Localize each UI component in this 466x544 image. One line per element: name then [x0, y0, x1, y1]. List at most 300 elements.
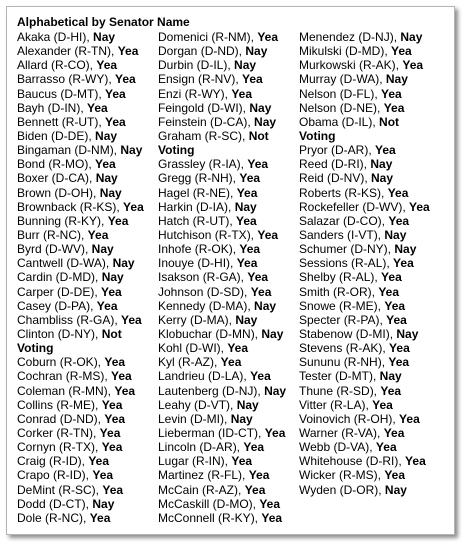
senator-name: Tester (D-MT), — [299, 369, 377, 384]
senator-entry — [158, 327, 299, 341]
senator-name: Dorgan (D-ND), — [158, 44, 243, 59]
senator-vote: Yea — [115, 72, 136, 87]
senator-vote: Yea — [236, 256, 258, 271]
senator-name: Vitter (R-LA), — [299, 397, 369, 412]
senator-vote: Yea — [101, 440, 123, 455]
senator-vote: Yea — [96, 298, 118, 313]
senator-vote: Yea — [87, 227, 109, 242]
not-voting-label — [158, 143, 299, 157]
senator-entry — [17, 200, 157, 214]
senator-entry — [158, 186, 299, 200]
senator-vote: Nay — [384, 227, 407, 242]
column-3 — [299, 30, 451, 497]
senator-entry — [299, 299, 451, 313]
senator-vote: Nay — [234, 199, 257, 214]
senator-name: Sununu (R-NH), — [299, 355, 386, 370]
senator-vote: Yea — [231, 86, 253, 101]
senator-entry — [17, 143, 157, 157]
senator-name: Biden (D-DE), — [17, 128, 92, 143]
senator-name: Bennett (R-UT), — [17, 114, 102, 129]
senator-vote: Yea — [239, 242, 261, 257]
senator-name: Cochran (R-MS), — [17, 369, 108, 384]
senator-name: Levin (D-MI), — [158, 411, 228, 426]
senator-vote: Yea — [236, 185, 258, 200]
senator-name: Baucus (D-MT), — [17, 86, 102, 101]
senator-entry — [299, 468, 451, 482]
senator-vote: Yea — [257, 30, 279, 44]
senator-name: Salazar (D-CO), — [299, 213, 386, 228]
senator-name: Bunning (R-KY), — [17, 213, 105, 228]
senator-entry — [158, 426, 299, 440]
senator-vote: Yea — [383, 100, 405, 115]
senator-vote: Nay — [254, 298, 277, 313]
senator-vote: Yea — [399, 411, 420, 426]
senator-name: Lautenberg (D-NJ), — [158, 383, 261, 398]
senator-entry — [299, 270, 451, 284]
senator-name: Hatch (R-UT), — [158, 213, 233, 228]
senator-name: Coleman (R-MN), — [17, 383, 112, 398]
senator-entry — [158, 299, 299, 313]
list-title: Alphabetical by Senator Name — [17, 15, 190, 29]
senator-name: Nelson (D-NE), — [299, 100, 381, 115]
senator-vote: Nay — [235, 312, 258, 327]
senator-name: Reid (D-NV), — [299, 171, 368, 186]
senator-name: Pryor (D-AR), — [299, 143, 372, 158]
senator-entry — [17, 398, 157, 412]
senator-vote: Yea — [391, 44, 412, 59]
senator-entry — [17, 384, 157, 398]
senator-name: McCaskill (D-MO), — [158, 496, 256, 511]
senator-name: Clinton (D-NY), — [17, 326, 99, 341]
senator-entry — [158, 44, 299, 58]
senator-vote: Yea — [380, 383, 402, 398]
senator-entry — [299, 285, 451, 299]
senator-entry — [299, 341, 451, 355]
senator-name: Murkowski (R-AK), — [299, 58, 400, 73]
senator-name: Thune (R-SD), — [299, 383, 378, 398]
senator-name: Johnson (D-SD), — [158, 284, 248, 299]
senator-entry — [299, 200, 451, 214]
senator-vote: Yea — [89, 510, 111, 525]
senator-name: Collins (R-ME), — [17, 397, 99, 412]
senator-vote: Yea — [227, 341, 249, 356]
senator-entry — [17, 412, 157, 426]
senator-entry — [299, 171, 451, 185]
senator-name: Whitehouse (D-RI), — [299, 454, 402, 469]
senator-vote: Yea — [393, 256, 414, 271]
senator-entry — [17, 44, 157, 58]
senator-vote: Yea — [102, 482, 124, 497]
senator-name: Lugar (R-IN), — [158, 454, 229, 469]
senator-name: Bingaman (D-NM), — [17, 143, 118, 158]
senator-name: Klobuchar (D-MN), — [158, 326, 259, 341]
senator-name: Carper (D-DE), — [17, 284, 98, 299]
senator-vote: Yea — [92, 468, 114, 483]
senator-entry — [299, 369, 451, 383]
senator-entry — [158, 115, 299, 129]
senator-name: Kerry (D-MA), — [158, 312, 232, 327]
senator-name: Gregg (R-NH), — [158, 171, 237, 186]
senator-name: Hutchison (R-TX), — [158, 227, 255, 242]
senator-vote: Yea — [261, 510, 283, 525]
senator-vote: Yea — [239, 171, 261, 186]
senator-vote: Yea — [389, 341, 410, 356]
senator-vote: Yea — [247, 270, 269, 285]
senator-entry — [299, 327, 451, 341]
senator-name: Corker (R-TN), — [17, 425, 97, 440]
senator-entry — [17, 72, 157, 86]
senator-entry — [158, 483, 299, 497]
senator-entry — [158, 398, 299, 412]
senator-vote: Yea — [105, 114, 126, 129]
senator-entry — [299, 214, 451, 228]
senator-entry — [17, 426, 157, 440]
senator-vote: Yea — [386, 312, 407, 327]
senator-entry — [158, 200, 299, 214]
senator-vote: Yea — [388, 355, 410, 370]
senator-name: Dole (R-NC), — [17, 510, 87, 525]
senator-vote: Yea — [388, 213, 410, 228]
senator-name: Martinez (R-FL), — [158, 468, 246, 483]
senator-entry — [17, 369, 157, 383]
column-1 — [17, 30, 157, 525]
senator-name: Specter (R-PA), — [299, 312, 383, 327]
senator-name: Sessions (R-AL), — [299, 256, 390, 271]
senator-vote: Not — [248, 128, 269, 143]
senator-vote: Nay — [95, 171, 118, 186]
senator-vote: Yea — [387, 185, 409, 200]
senator-entry — [158, 58, 299, 72]
senator-vote: Yea — [372, 397, 393, 412]
senator-entry — [17, 58, 157, 72]
senator-entry — [299, 58, 451, 72]
senator-name: Ensign (R-NV), — [158, 72, 239, 87]
senator-entry — [158, 129, 299, 143]
senator-entry — [17, 468, 157, 482]
senator-vote: Nay — [230, 411, 253, 426]
senator-entry — [158, 256, 299, 270]
senator-name: Brown (D-OH), — [17, 185, 97, 200]
not-voting-label — [17, 341, 157, 355]
senator-name: Byrd (D-WV), — [17, 242, 89, 257]
senator-entry — [158, 285, 299, 299]
senator-name: Wyden (D-OR), — [299, 482, 382, 497]
senator-name: Crapo (R-ID), — [17, 468, 90, 483]
senator-name: Webb (D-VA), — [299, 440, 373, 455]
senator-vote: Yea — [111, 369, 132, 384]
column-2 — [158, 30, 299, 525]
senator-name: Feinstein (D-CA), — [158, 114, 251, 129]
senator-entry — [17, 157, 157, 171]
senator-vote: Yea — [236, 213, 257, 228]
senator-vote: Voting — [158, 143, 195, 158]
senator-entry — [17, 270, 157, 284]
senator-entry — [299, 228, 451, 242]
senator-entry — [17, 129, 157, 143]
senator-entry — [158, 101, 299, 115]
senator-name: Wicker (R-MS), — [299, 468, 381, 483]
senator-vote: Nay — [99, 185, 122, 200]
senator-vote: Nay — [379, 369, 402, 384]
senator-name: Reed (D-RI), — [299, 157, 368, 172]
senator-entry — [158, 270, 299, 284]
senator-entry — [158, 242, 299, 256]
senator-vote: Nay — [234, 58, 257, 73]
senator-vote: Yea — [88, 454, 110, 469]
senator-entry — [17, 313, 157, 327]
senator-entry — [17, 511, 157, 525]
senator-name: Kennedy (D-MA), — [158, 298, 251, 313]
senator-name: Schumer (D-NY), — [299, 242, 392, 257]
senator-entry — [158, 454, 299, 468]
senator-vote: Yea — [409, 199, 430, 214]
senator-entry — [17, 171, 157, 185]
senator-vote: Yea — [96, 58, 118, 73]
senator-name: Brownback (R-KS), — [17, 199, 120, 214]
senator-name: Hagel (R-NE), — [158, 185, 234, 200]
senator-entry — [17, 440, 157, 454]
senator-entry — [299, 426, 451, 440]
senator-vote: Yea — [104, 355, 126, 370]
senator-name: Cardin (D-MD), — [17, 270, 99, 285]
senator-name: Roberts (R-KS), — [299, 185, 385, 200]
senator-name: Durbin (D-IL), — [158, 58, 231, 73]
senator-entry — [158, 313, 299, 327]
senator-name: Mikulski (D-MD), — [299, 44, 388, 59]
senator-entry — [299, 313, 451, 327]
senator-entry — [299, 72, 451, 86]
senator-name: Feingold (D-WI), — [158, 100, 247, 115]
senator-vote: Nay — [384, 482, 407, 497]
senator-entry — [158, 30, 299, 44]
senator-vote: Yea — [250, 284, 272, 299]
senator-entry — [158, 412, 299, 426]
senator-entry — [299, 412, 451, 426]
senator-vote: Nay — [112, 256, 135, 271]
senator-vote: Yea — [259, 496, 281, 511]
senator-name: Graham (R-SC), — [158, 128, 246, 143]
senator-entry — [299, 101, 451, 115]
senator-vote: Yea — [220, 355, 242, 370]
senator-vote: Yea — [248, 468, 270, 483]
senator-vote: Not — [379, 114, 400, 129]
senator-name: Kohl (D-WI), — [158, 341, 224, 356]
senator-entry — [299, 355, 451, 369]
senator-name: Leahy (D-VT), — [158, 397, 234, 412]
senator-vote: Nay — [254, 114, 277, 129]
senator-vote: Yea — [99, 425, 121, 440]
senator-vote: Yea — [244, 482, 266, 497]
senator-name: Isakson (R-GA), — [158, 270, 245, 285]
senator-name: Casey (D-PA), — [17, 298, 94, 313]
senator-entry — [158, 468, 299, 482]
senator-vote: Yea — [264, 425, 286, 440]
senator-name: Stabenow (D-MI), — [299, 326, 394, 341]
senator-vote: Yea — [383, 425, 405, 440]
senator-entry — [17, 256, 157, 270]
senator-vote: Nay — [385, 72, 408, 87]
senator-name: Harkin (D-IA), — [158, 199, 232, 214]
senator-vote: Yea — [247, 157, 269, 172]
senator-vote: Nay — [101, 270, 124, 285]
senator-entry — [158, 511, 299, 525]
senator-name: Boxer (D-CA), — [17, 171, 93, 186]
senator-name: Akaka (D-HI), — [17, 30, 90, 44]
senator-name: Sanders (I-VT), — [299, 227, 382, 242]
senator-name: Murray (D-WA), — [299, 72, 383, 87]
senator-vote: Nay — [93, 30, 116, 44]
senator-name: Lieberman (ID-CT), — [158, 425, 262, 440]
senator-vote: Yea — [384, 298, 406, 313]
senator-entry — [17, 228, 157, 242]
senator-entry — [299, 256, 451, 270]
senator-name: Craig (R-ID), — [17, 454, 85, 469]
senator-name: Grassley (R-IA), — [158, 157, 245, 172]
senator-entry — [158, 228, 299, 242]
senator-vote: Yea — [123, 199, 144, 214]
senator-name: Barrasso (R-WY), — [17, 72, 112, 87]
senator-entry — [299, 483, 451, 497]
senator-vote: Nay — [245, 44, 268, 59]
senator-vote: Nay — [120, 143, 143, 158]
senator-vote: Yea — [95, 157, 116, 172]
senator-entry — [299, 115, 451, 129]
senator-entry — [299, 440, 451, 454]
senator-name: Alexander (R-TN), — [17, 44, 115, 59]
senator-name: Cornyn (R-TX), — [17, 440, 99, 455]
senator-name: Lincoln (D-AR), — [158, 440, 241, 455]
senator-vote: Not — [101, 326, 122, 341]
senator-name: Allard (R-CO), — [17, 58, 94, 73]
senator-name: Landrieu (D-LA), — [158, 369, 247, 384]
senator-entry — [17, 285, 157, 299]
senator-vote: Yea — [107, 213, 129, 228]
senator-entry — [17, 483, 157, 497]
senator-vote: Yea — [117, 44, 139, 59]
senator-name: Dodd (D-CT), — [17, 496, 90, 511]
senator-name: Smith (R-OR), — [299, 284, 375, 299]
senator-name: Domenici (R-NM), — [158, 30, 254, 44]
senator-vote: Yea — [381, 86, 402, 101]
senator-entry — [17, 115, 157, 129]
senator-vote: Yea — [375, 440, 397, 455]
senator-vote: Yea — [384, 468, 406, 483]
senator-name: Chambliss (R-GA), — [17, 312, 118, 327]
senator-name: Snowe (R-ME), — [299, 298, 382, 313]
senator-entry — [17, 327, 157, 341]
senator-vote: Nay — [249, 100, 272, 115]
senator-name: Menendez (D-NJ), — [299, 30, 398, 44]
senator-name: Coburn (R-OK), — [17, 355, 102, 370]
senator-vote: Yea — [378, 284, 400, 299]
senator-vote: Yea — [231, 454, 253, 469]
senator-vote: Nay — [371, 171, 394, 186]
senator-entry — [158, 355, 299, 369]
senator-name: Inouye (D-HI), — [158, 256, 234, 271]
senator-entry — [158, 369, 299, 383]
senator-entry — [299, 143, 451, 157]
senator-vote: Yea — [104, 411, 126, 426]
senator-name: Warner (R-VA), — [299, 425, 381, 440]
senator-entry — [17, 299, 157, 313]
senator-entry — [158, 214, 299, 228]
senator-entry — [158, 341, 299, 355]
senator-vote: Yea — [101, 284, 122, 299]
senator-name: Bond (R-MO), — [17, 157, 92, 172]
senator-name: Voinovich (R-OH), — [299, 411, 396, 426]
senator-name: Inhofe (R-OK), — [158, 242, 237, 257]
senator-entry — [17, 355, 157, 369]
senator-entry — [299, 186, 451, 200]
senator-entry — [158, 384, 299, 398]
senator-entry — [158, 72, 299, 86]
senator-name: DeMint (R-SC), — [17, 482, 100, 497]
senator-vote: Yea — [243, 440, 265, 455]
senator-vote: Nay — [394, 242, 417, 257]
senator-name: Enzi (R-WY), — [158, 86, 228, 101]
senator-entry — [158, 157, 299, 171]
senator-entry — [299, 30, 451, 44]
senator-entry — [299, 398, 451, 412]
not-voting-label — [299, 129, 451, 143]
senator-vote: Yea — [114, 383, 136, 398]
senator-name: Bayh (D-IN), — [17, 100, 84, 115]
vote-list-panel — [6, 6, 455, 535]
senator-vote: Yea — [87, 100, 108, 115]
senator-name: Stevens (R-AK), — [299, 341, 386, 356]
senator-name: Conrad (D-ND), — [17, 411, 102, 426]
senator-entry — [158, 440, 299, 454]
senator-entry — [158, 87, 299, 101]
senator-entry — [299, 454, 451, 468]
senator-entry — [299, 44, 451, 58]
senator-entry — [17, 497, 157, 511]
senator-entry — [17, 242, 157, 256]
senator-entry — [158, 497, 299, 511]
senator-name: Burr (R-NC), — [17, 227, 85, 242]
senator-name: Rockefeller (D-WV), — [299, 199, 406, 214]
senator-entry — [299, 157, 451, 171]
senator-entry — [17, 186, 157, 200]
senator-name: McConnell (R-KY), — [158, 510, 259, 525]
senator-entry — [299, 87, 451, 101]
senator-entry — [299, 242, 451, 256]
senator-name: McCain (R-AZ), — [158, 482, 242, 497]
senator-name: Shelby (R-AL), — [299, 270, 378, 285]
senator-vote: Nay — [91, 242, 114, 257]
senator-vote: Yea — [101, 397, 123, 412]
senator-entry — [299, 384, 451, 398]
senator-vote: Nay — [264, 383, 287, 398]
senator-vote: Yea — [402, 58, 424, 73]
senator-vote: Nay — [370, 157, 393, 172]
senator-entry — [17, 101, 157, 115]
senator-vote: Yea — [105, 86, 126, 101]
senator-vote: Voting — [17, 341, 54, 356]
senator-name: Obama (D-IL), — [299, 114, 376, 129]
senator-vote: Yea — [375, 143, 396, 158]
senator-vote: Yea — [381, 270, 402, 285]
senator-name: Cantwell (D-WA), — [17, 256, 110, 271]
senator-vote: Voting — [299, 128, 336, 143]
senator-entry — [158, 171, 299, 185]
senator-vote: Nay — [400, 30, 423, 44]
senator-vote: Yea — [121, 312, 142, 327]
senator-name: Kyl (R-AZ), — [158, 355, 218, 370]
senator-vote: Yea — [242, 72, 263, 87]
senator-vote: Nay — [95, 128, 118, 143]
senator-vote: Nay — [236, 397, 259, 412]
